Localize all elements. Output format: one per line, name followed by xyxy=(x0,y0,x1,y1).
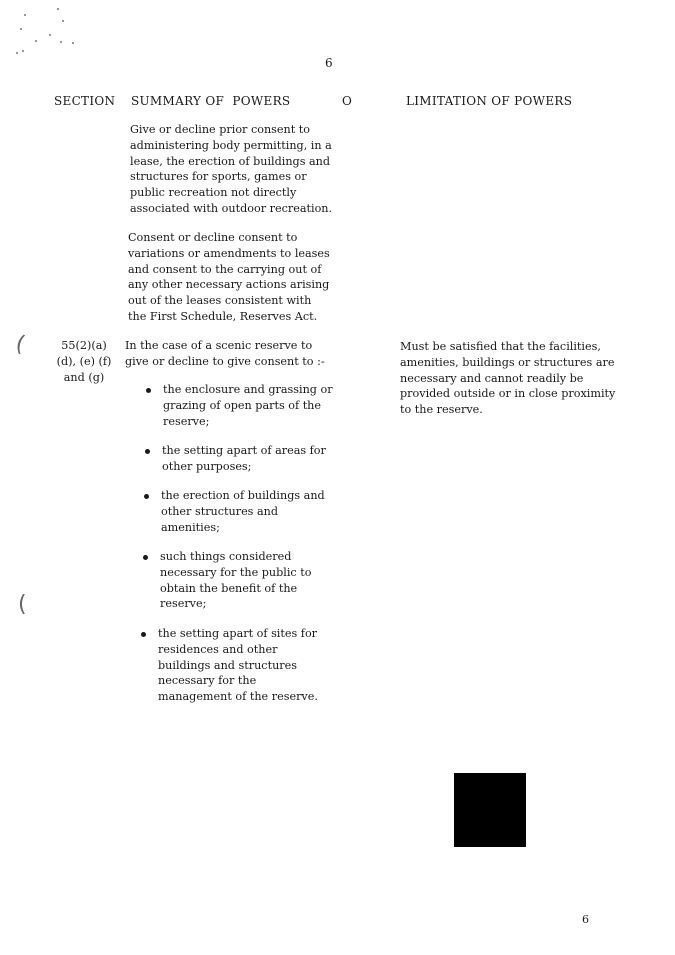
scan-speck xyxy=(16,52,18,54)
bullet-icon xyxy=(145,449,150,454)
bullet-icon xyxy=(144,494,149,499)
margin-bracket-mark: ( xyxy=(18,592,27,617)
list-item-text: the erection of buildings and other structures and amenities; xyxy=(161,489,325,534)
scenic-reserve-intro: In the case of a scenic reserve to give or decline to give consent to :- xyxy=(125,339,325,368)
scan-speck xyxy=(72,42,74,44)
scan-speck xyxy=(60,41,62,43)
scan-speck xyxy=(35,40,37,42)
list-item-text: such things considered necessary for the public to obtain the benefit of the reserve; xyxy=(160,550,312,611)
header-limitation-of-powers: LIMITATION OF POWERS xyxy=(406,94,573,108)
summary-paragraph: Give or decline prior consent to administering body permitting, in a lease, the erection of buildings and structures for sports, games or public recreation not directly associated with outdoor recreation. xyxy=(130,123,333,215)
bullet-icon xyxy=(146,388,151,393)
header-summary-of-powers: SUMMARY OF POWERS xyxy=(131,94,291,108)
list-item xyxy=(160,549,330,612)
list-item xyxy=(163,382,333,429)
limitation-text: Must be satisfied that the facilities, amenities, buildings or structures are necessary and cannot readily be provided outside or in close proximity to the reserve. xyxy=(400,340,616,417)
scan-speck xyxy=(22,50,24,52)
header-mark: O xyxy=(342,94,353,108)
list-item xyxy=(158,626,328,705)
list-item xyxy=(161,488,331,535)
margin-bracket-mark: ( xyxy=(13,331,28,358)
page-number-bottom: 6 xyxy=(582,913,589,926)
list-item-text: the enclosure and grassing or grazing of open parts of the reserve; xyxy=(163,383,333,428)
bullet-icon xyxy=(141,632,146,637)
summary-paragraph: Consent or decline consent to variations or amendments to leases and consent to the carrying out of any other necessary actions arising out of the leases consistent with the First Schedule, Reserves Act. xyxy=(128,231,330,323)
bullet-icon xyxy=(143,555,148,560)
scan-speck xyxy=(62,20,64,22)
header-section: SECTION xyxy=(54,94,116,108)
list-item-text: the setting apart of areas for other purposes; xyxy=(162,444,326,473)
scan-speck xyxy=(20,28,22,30)
redaction-box xyxy=(454,773,526,847)
scan-speck xyxy=(24,14,26,16)
list-item xyxy=(162,443,332,475)
list-item-text: the setting apart of sites for residences and other buildings and structures necessary for the management of the reserve. xyxy=(158,627,318,704)
page-number-top: 6 xyxy=(325,56,333,70)
scan-speck xyxy=(57,8,59,10)
section-reference: 55(2)(a) (d), (e) (f) and (g) xyxy=(56,339,112,384)
scan-speck xyxy=(49,34,51,36)
